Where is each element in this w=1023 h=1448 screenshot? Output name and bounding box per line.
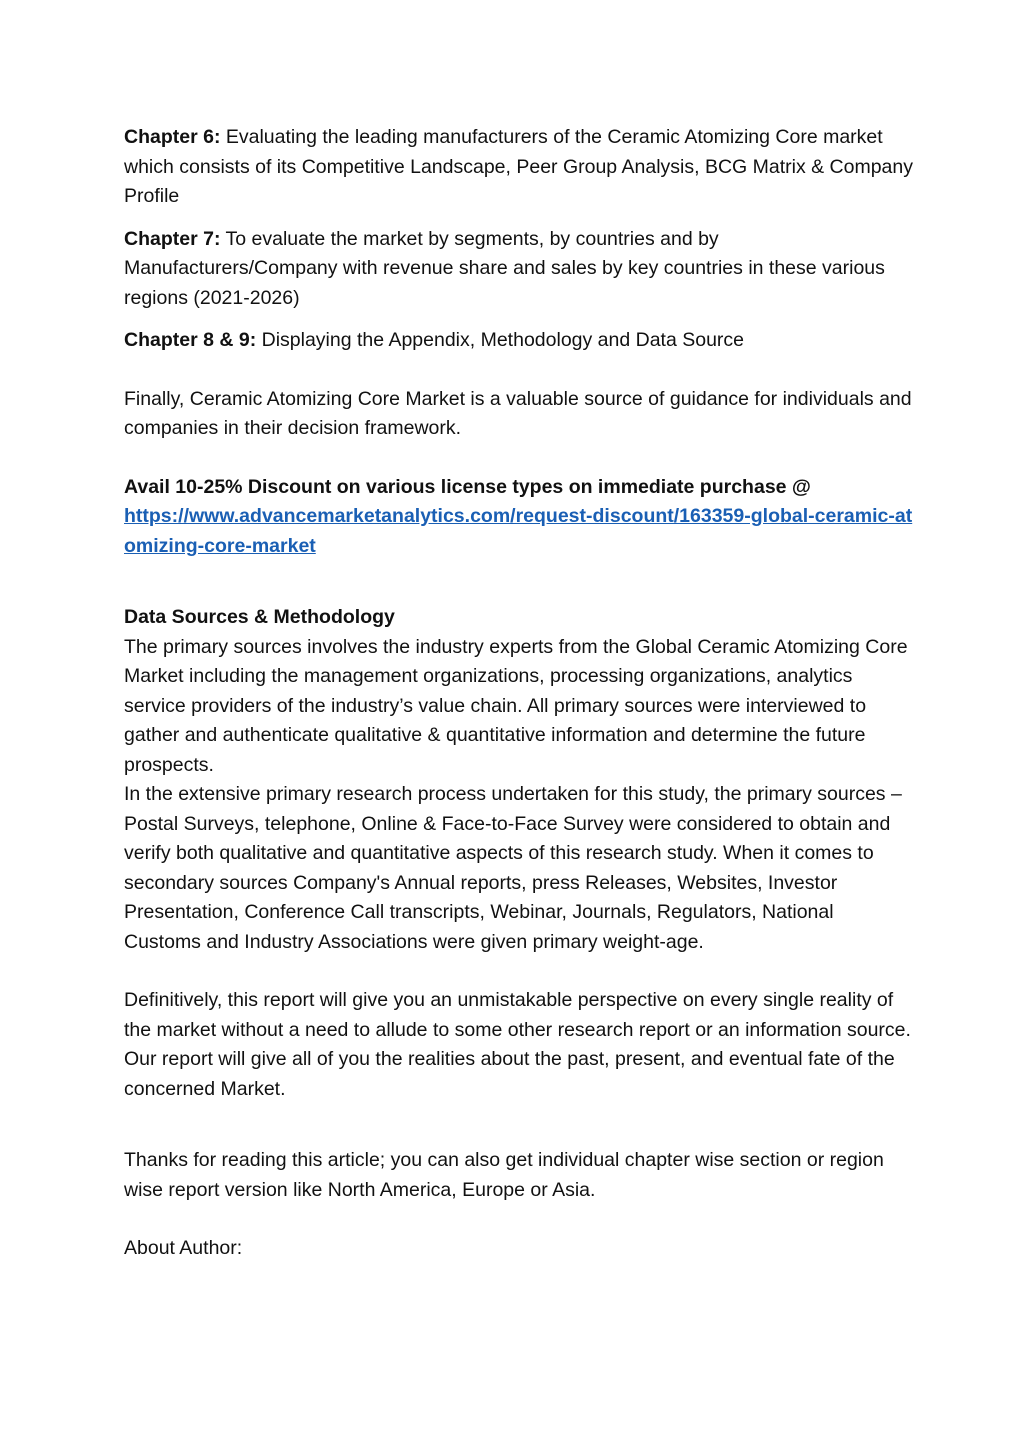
chapter-label: Chapter 7: [124, 227, 221, 250]
chapter-label: Chapter 8 & 9: [124, 329, 257, 351]
data-sources-paragraph-1: The primary sources involves the industry experts from the Global Ceramic Atomizing Core Market including the management organizations, processing organizations, analytics service providers of the industry’s value chain. All primary sources were interviewed to gather and authenticate qualitative & quantitative information and determine the future prospects. [124, 635, 908, 776]
chapter-text: Displaying the Appendix, Methodology and Data Source [256, 329, 745, 351]
data-sources-heading: Data Sources & Methodology [124, 606, 395, 628]
chapter-text: Evaluating the leading manufacturers of the Ceramic Atomizing Core market which consists of its Competitive Landscape, Peer Group Analysis, BCG Matrix & Company Profile [124, 126, 913, 207]
document-page [124, 123, 914, 1264]
chapter-text: To evaluate the market by segments, by countries and by Manufacturers/Company with revenue share and sales by key countries in these various regions (2021-2026) [124, 227, 885, 309]
chapter-6-paragraph [124, 123, 914, 212]
chapter-label: Chapter 6: [124, 126, 221, 148]
chapter-8-9-paragraph [124, 326, 914, 356]
discount-text: Avail 10-25% Discount on various license types on immediate purchase @ [124, 475, 811, 498]
finally-paragraph: Finally, Ceramic Atomizing Core Market is a valuable source of guidance for individuals and companies in their decision framework. [124, 387, 912, 439]
definitively-paragraph: Definitively, this report will give you an unmistakable perspective on every single reality of the market without a need to allude to some other research report or an information source. Our report will give all of you the realities about the past, present, and eventual fate of the concerned Market. [124, 989, 911, 1100]
discount-paragraph [124, 473, 914, 562]
discount-link[interactable]: https://www.advancemarketanalytics.com/request-discount/163359-global-ceramic-atomizing-core-market [124, 505, 913, 557]
chapter-7-paragraph [124, 225, 914, 314]
about-author-label: About Author: [124, 1237, 243, 1259]
thanks-paragraph: Thanks for reading this article; you can also get individual chapter wise section or region wise report version like North America, Europe or Asia. [124, 1149, 884, 1201]
data-sources-paragraph-2: In the extensive primary research process undertaken for this study, the primary sources – Postal Surveys, telephone, Online & Face-to-Face Survey were considered to obtain and verify both qualitative and quantitative aspects of this research study. When it comes to secondary sources Company's Annual reports, press Releases, Websites, Investor Presentation, Conference Call transcripts, Webinar, Journals, Regulators, National Customs and Industry Associations were given primary weight-age. [124, 783, 902, 953]
